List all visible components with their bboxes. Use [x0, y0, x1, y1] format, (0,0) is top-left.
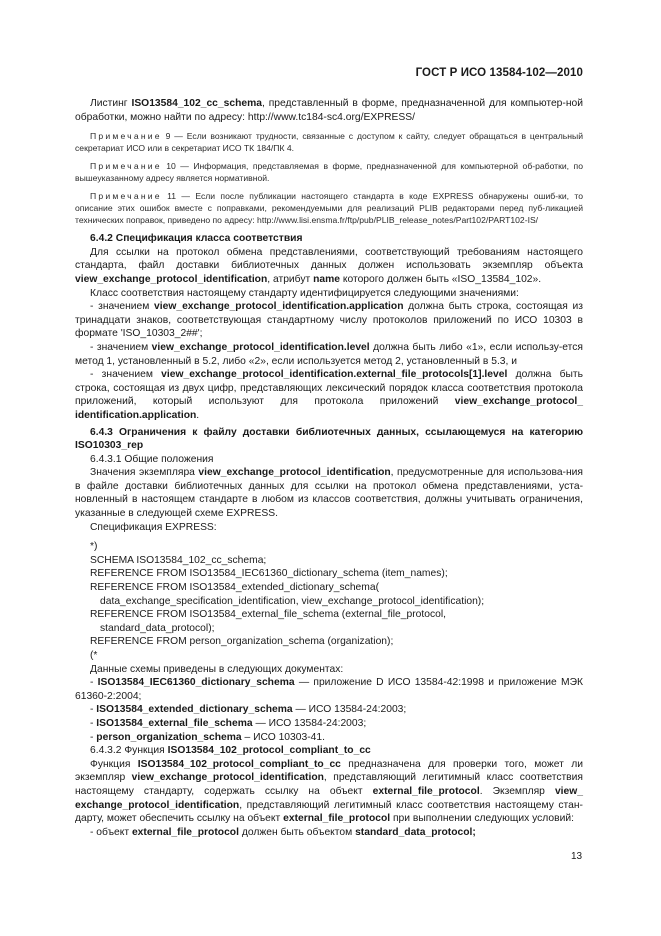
text: Для ссылки на протокол обмена представлениями, соответствующий требованиям настоящего стандарта, файл доставки библиотечных данных должен использовать экземпляр объекта [75, 246, 583, 272]
standard-header: ГОСТ Р ИСО 13584-102—2010 [415, 67, 583, 79]
paragraph: Данные схемы приведены в следующих документах: [90, 663, 344, 675]
text: — приложение D ИСО 13584-42:1998 и приложение МЭК 61360-2:2004; [75, 677, 583, 702]
entity-name: view_ exchange_protocol_identification [75, 785, 583, 811]
text: Листинг [90, 98, 132, 109]
note-label: Примечание [90, 161, 162, 172]
paragraph [75, 246, 583, 287]
note-text: 10 — Информация, представляемая в форме, предназначенной для компьютерной об-работки, по вышеуказанному адресу является нормативной. [75, 161, 583, 184]
list-item [75, 826, 583, 840]
text: — ИСО 13584-24:2003; [292, 704, 407, 716]
text: - значением [90, 369, 162, 381]
function-name: ISO13584_102_protocol_compliant_to_cc [137, 758, 341, 770]
list-item [75, 368, 583, 422]
list-item [75, 717, 583, 731]
entity-name: external_file_protocol [283, 813, 391, 825]
text: должна быть строка, состоящая из двух цифр, представляющих лексический порядок класса соответствия протокола приложений, который используют для протокола приложений [75, 369, 583, 408]
schema-name: person_organization_schema [96, 731, 242, 743]
page-number: 13 [571, 851, 583, 862]
subsection-heading-6-4-3-1: 6.4.3.1 Общие положения [90, 453, 214, 465]
code-line: data_exchange_specification_identification, view_exchange_protocol_identification); [100, 595, 485, 607]
text: которого должен быть «ISO_13584_102». [340, 273, 542, 285]
list-item [75, 300, 583, 341]
page-content [75, 97, 583, 839]
schema-name: ISO13584_IEC61360_dictionary_schema [97, 677, 295, 689]
note-text: 9 — Если возникают трудности, связанные с доступом к сайту, следует обращаться в центральный секретариат ИСО или в секретариат ИСО ТК 184/ПК 4. [75, 131, 583, 154]
code-line: standard_data_protocol); [100, 622, 215, 634]
section-heading-6-4-2: 6.4.2 Спецификация класса соответствия [90, 233, 303, 245]
text: - значением [90, 341, 152, 353]
schema-name: ISO13584_extended_dictionary_schema [96, 704, 293, 716]
attribute-path: view_exchange_protocol_identification.level [151, 341, 370, 353]
attribute-path: view_exchange_protocol_identification.application [154, 301, 404, 313]
entity-name: view_exchange_protocol_identification [75, 273, 268, 285]
paragraph [75, 758, 583, 826]
schema-name: ISO13584_102_cc_schema [131, 98, 262, 109]
code-line: (* [90, 650, 98, 661]
list-item [75, 341, 583, 368]
code-line: REFERENCE FROM person_organization_schema (organization); [90, 636, 394, 648]
text: – ИСО 10303-41. [241, 731, 325, 743]
entity-name: external_file_protocol [131, 826, 239, 838]
text: должна быть либо «1», если использу-ется метод 1, установленный в 5.2, либо «2», если используется метод 2, установленный в 5.3, и [75, 341, 583, 367]
code-line: REFERENCE FROM ISO13584_IEC61360_dictionary_schema (item_names); [90, 568, 448, 580]
section-heading-6-4-3: 6.4.3 Ограничения к файлу доставки библиотечных данных, ссылающемуся на категорию ISO10303_rep [75, 426, 583, 452]
code-line: *) [90, 541, 98, 553]
attribute-path: view_exchange_protocol_identification.external_file_protocols[1].level [161, 369, 508, 381]
note-11 [75, 190, 583, 226]
text: Функция [90, 758, 138, 770]
text: - значением [90, 301, 155, 313]
code-line: REFERENCE FROM ISO13584_external_file_schema (external_file_protocol, [90, 609, 446, 621]
text: , представляющий легитимный класс соответствия настоящему стан-дарту, может обеспечить ссылку на объект [75, 799, 583, 825]
listing-paragraph [75, 97, 583, 124]
text: - [90, 704, 97, 716]
entity-name: view_exchange_protocol_identification [198, 467, 391, 479]
paragraph: Спецификация EXPRESS: [90, 521, 217, 533]
paragraph: Класс соответствия настоящему стандарту идентифицируется следующими значениями: [90, 287, 519, 299]
note-text: 11 — Если после публикации настоящего стандарта в коде EXPRESS обнаружены ошиб-ки, то описание этих ошибок вместе с поправками, рекомендуемыми для реализаций PLIB редакторами перед пуб-ликацией технических поправок, приведено по адресу: http://www.lisi.ensma.fr/ftp/pub/PLIB_release_notes/Part102/PART102-IS/ [75, 191, 583, 226]
text: , представленный в форме, предназначенной для компьютер-ной обработки, можно найти по адресу: http://www.tc184-sc4.org/EXPRESS/ [75, 98, 583, 123]
list-item [75, 676, 583, 703]
express-code-block [75, 540, 583, 662]
text: - [90, 731, 97, 743]
note-label: Примечание [90, 191, 162, 202]
text: . Экземпляр [479, 785, 555, 797]
list-item [75, 731, 583, 745]
text: - [90, 717, 97, 729]
list-item [75, 703, 583, 717]
text: - объект [90, 826, 132, 838]
text: должна быть строка, состоящая из тринадцати знаков, соответствующая стандартному числу протоколов приложений по ИСО 10303 в формате 'ISO_10303_2##'; [75, 301, 583, 340]
entity-name: view_exchange_protocol_identification [131, 772, 324, 784]
note-10 [75, 160, 583, 184]
text: , предусмотренные для использова-ния в файле доставки библиотечных данных для ссылки на протокол обмена представлениями, уста-новленный в настоящем стандарте в любом из классов соответствия, должны учитывать ограничения, указанные в следующей схеме EXPRESS. [75, 467, 584, 520]
subsection-heading-6-4-3-2 [75, 744, 583, 758]
text: предназначена для проверки того, может ли экземпляр [75, 758, 583, 784]
note-9 [75, 130, 583, 154]
text: при выполнении следующих условий: [390, 813, 574, 825]
text: . [196, 409, 200, 421]
text: Значения экземпляра [90, 467, 199, 479]
code-line: REFERENCE FROM ISO13584_extended_dictionary_schema( [90, 582, 380, 594]
attribute-path: view_exchange_protocol_ identification.application [75, 396, 583, 421]
function-name: ISO13584_102_protocol_compliant_to_cc [167, 745, 371, 757]
paragraph [75, 466, 583, 520]
attribute-name: name [313, 273, 340, 285]
entity-name: standard_data_protocol; [355, 826, 476, 838]
schema-name: ISO13584_external_file_schema [96, 717, 253, 729]
text: , атрибут [267, 273, 314, 285]
text: — ИСО 13584-24:2003; [252, 717, 367, 729]
text: - [90, 677, 98, 689]
entity-name: external_file_protocol [372, 785, 480, 797]
code-line: SCHEMA ISO13584_102_cc_schema; [90, 554, 267, 566]
text: 6.4.3.2 Функция [90, 745, 168, 757]
note-label: Примечание [90, 131, 162, 142]
text: , представляющий легитимный класс соответствия настоящему стандарту, содержать ссылку на объект [75, 772, 583, 797]
text: должен быть объектом [238, 826, 356, 838]
